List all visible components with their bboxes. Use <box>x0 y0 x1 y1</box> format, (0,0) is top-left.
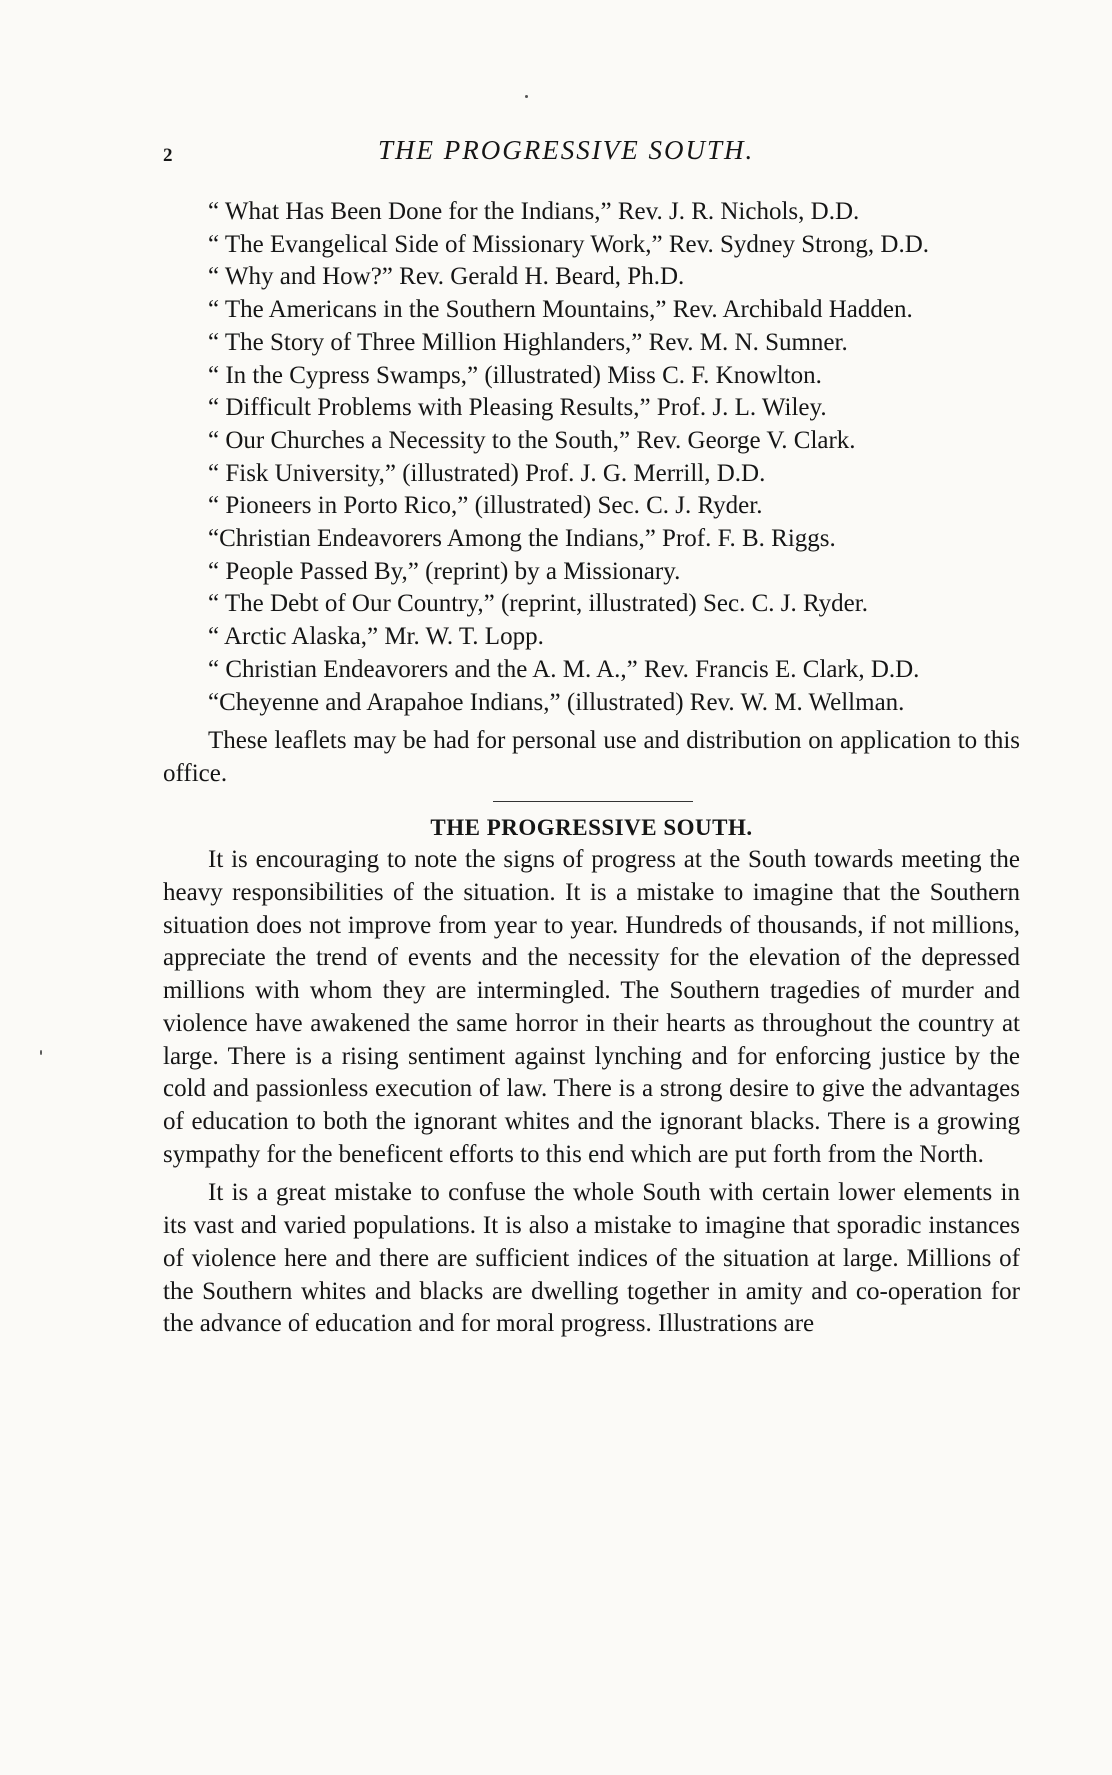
leaflet-item: “Cheyenne and Arapahoe Indians,” (illustrated) Rev. W. M. Wellman. <box>208 688 905 716</box>
leaflet-item: “ Difficult Problems with Pleasing Results,” Prof. J. L. Wiley. <box>208 394 827 422</box>
running-title: THE PROGRESSIVE SOUTH. <box>378 135 755 165</box>
section-heading: THE PROGRESSIVE SOUTH. <box>430 814 753 840</box>
leaflet-item: “ The Americans in the Southern Mountains,” Rev. Archibald Hadden. <box>208 296 913 324</box>
page-body <box>163 196 1020 1341</box>
leaflet-item: “ The Evangelical Side of Missionary Work,” Rev. Sydney Strong, D.D. <box>208 230 930 258</box>
page-number: 2 <box>163 145 173 166</box>
leaflet-item: “ Our Churches a Necessity to the South,” Rev. George V. Clark. <box>208 426 856 454</box>
leaflet-item: “ The Debt of Our Country,” (reprint, illustrated) Sec. C. J. Ryder. <box>208 590 868 618</box>
leaflet-list <box>163 196 1020 719</box>
print-speck <box>40 1050 42 1055</box>
running-header <box>163 135 1023 175</box>
distribution-note: These leaflets may be had for personal use and distribution on application to this office. <box>163 727 1020 787</box>
leaflet-item: “ Arctic Alaska,” Mr. W. T. Lopp. <box>208 623 544 651</box>
body-paragraph: It is encouraging to note the signs of progress at the South towards meeting the heavy responsibilities of the situation. It is a mistake to imagine that the Southern situation does not improve from year to year. Hundreds of thousands, if not millions, appreciate the trend of events and the necessity for the elevation of the depressed millions with whom they are intermingled. The Southern tragedies of murder and violence have awakened the same horror in their hearts as throughout the country at large. There is a rising sentiment against lynching and for enforcing justice by the cold and passionless execution of law. There is a strong desire to give the advantages of education to both the ignorant whites and the ignorant blacks. There is a growing sympathy for the beneficent efforts to this end which are put forth from the North. <box>163 846 1020 1168</box>
section-divider <box>493 801 693 802</box>
leaflet-item: “ People Passed By,” (reprint) by a Missionary. <box>208 557 681 585</box>
leaflet-item: “ Pioneers in Porto Rico,” (illustrated) Sec. C. J. Ryder. <box>208 492 763 520</box>
leaflet-item: “ Fisk University,” (illustrated) Prof. J. G. Merrill, D.D. <box>208 459 766 487</box>
body-paragraph: It is a great mistake to confuse the whole South with certain lower elements in its vast and varied populations. It is also a mistake to imagine that sporadic instances of violence here and there are sufficient indices of the situation at large. Millions of the Southern whites and blacks are dwelling together in amity and co-operation for the advance of education and for moral progress. Illustrations are <box>163 1179 1020 1338</box>
print-speck <box>525 95 528 98</box>
leaflet-item: “ In the Cypress Swamps,” (illustrated) Miss C. F. Knowlton. <box>208 361 822 389</box>
leaflet-item: “ Why and How?” Rev. Gerald H. Beard, Ph.D. <box>208 263 685 291</box>
leaflet-item: “ What Has Been Done for the Indians,” Rev. J. R. Nichols, D.D. <box>208 198 860 225</box>
leaflet-item: “ Christian Endeavorers and the A. M. A.,” Rev. Francis E. Clark, D.D. <box>208 655 920 683</box>
leaflet-item: “Christian Endeavorers Among the Indians,” Prof. F. B. Riggs. <box>208 525 836 553</box>
leaflet-item: “ The Story of Three Million Highlanders,” Rev. M. N. Sumner. <box>208 328 848 356</box>
